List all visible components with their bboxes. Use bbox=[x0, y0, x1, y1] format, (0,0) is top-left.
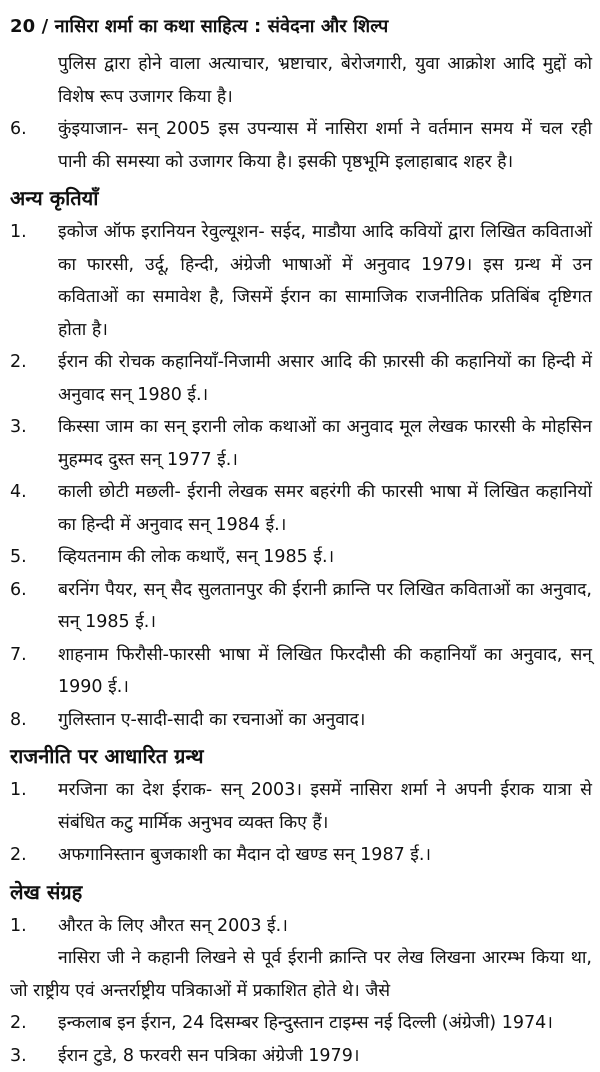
list-item-number: 1. bbox=[10, 910, 58, 943]
list-item-text: मरजिना का देश ईराक- सन् 2003। इसमें नासिरा शर्मा ने अपनी ईराक यात्रा से संबंधित कटु मार्मिक अनुभव व्यक्त किए हैं। bbox=[58, 774, 592, 839]
list-item-text: बरनिंग पैयर, सन् सैद सुलतानपुर की ईरानी क्रान्ति पर लिखित कविताओं का अनुवाद, सन् 1985 ई.। bbox=[58, 574, 592, 639]
list-item-number: 2. bbox=[10, 346, 58, 379]
list-item-number: 5. bbox=[10, 541, 58, 574]
list-item-text: अफगानिस्तान बुजकाशी का मैदान दो खण्ड सन् 1987 ई.। bbox=[58, 839, 592, 872]
list-item-text: किस्सा जाम का सन् इरानी लोक कथाओं का अनुवाद मूल लेखक फारसी के मोहसिन मुहम्मद दुस्त सन् 1977 ई.। bbox=[58, 411, 592, 476]
list-item bbox=[10, 346, 592, 411]
essays-note: नासिरा जी ने कहानी लिखने से पूर्व ईरानी क्रान्ति पर लेख लिखना आरम्भ किया था, जो राष्ट्रीय एवं अन्तर्राष्ट्रीय पत्रिकाओं में प्रकाशित होते थे। जैसे bbox=[10, 942, 592, 1007]
list-item bbox=[10, 113, 592, 178]
list-item bbox=[10, 411, 592, 476]
list-item-number: 4. bbox=[10, 476, 58, 509]
list-item bbox=[10, 839, 592, 872]
list-item-number: 8. bbox=[10, 704, 58, 737]
list-item-text: व्हियतनाम की लोक कथाएँ, सन् 1985 ई.। bbox=[58, 541, 592, 574]
section-heading-politics: राजनीति पर आधारित ग्रन्थ bbox=[10, 740, 592, 772]
list-item bbox=[10, 704, 592, 737]
running-head: 20 / नासिरा शर्मा का कथा साहित्य : संवेदना और शिल्प bbox=[10, 14, 592, 40]
list-item-text: ईरान की रोचक कहानियाँ-निजामी असार आदि की फ़ारसी की कहानियों का हिन्दी में अनुवाद सन् 1980 ई.। bbox=[58, 346, 592, 411]
list-item-number: 2. bbox=[10, 839, 58, 872]
list-item-number: 2. bbox=[10, 1007, 58, 1040]
list-item bbox=[10, 774, 592, 839]
list-item bbox=[10, 476, 592, 541]
list-item-text: काली छोटी मछली- ईरानी लेखक समर बहरंगी की फारसी भाषा में लिखित कहानियों का हिन्दी में अनुवाद सन् 1984 ई.। bbox=[58, 476, 592, 541]
intro-continuation: पुलिस द्वारा होने वाला अत्याचार, भ्रष्टाचार, बेरोजगारी, युवा आक्रोश आदि मुद्दों को विशेष रूप उजागर किया है। bbox=[10, 48, 592, 113]
list-item bbox=[10, 574, 592, 639]
list-item-text: औरत के लिए औरत सन् 2003 ई.। bbox=[58, 910, 592, 943]
list-item-text: ईरान टुडे, 8 फरवरी सन पत्रिका अंग्रेजी 1979। bbox=[58, 1040, 592, 1072]
list-item-number: 7. bbox=[10, 639, 58, 672]
list-item-text: इकोज ऑफ इरानियन रेवुल्यूशन- सईद, माडौया आदि कवियों द्वारा लिखित कविताओं का फारसी, उर्दू, हिन्दी, अंग्रेजी भाषाओं में अनुवाद 1979। इस ग्रन्थ में उन कविताओं का समावेश है, जिसमें ईरान का सामाजिक राजनीतिक प्रतिबिंब दृष्टिगत होता है। bbox=[58, 216, 592, 346]
list-item-number: 3. bbox=[10, 411, 58, 444]
list-item-number: 6. bbox=[10, 113, 58, 146]
list-item-number: 1. bbox=[10, 774, 58, 807]
list-item bbox=[10, 1007, 592, 1040]
list-item-number: 1. bbox=[10, 216, 58, 249]
list-item bbox=[10, 216, 592, 346]
section-heading-essays: लेख संग्रह bbox=[10, 876, 592, 908]
list-item-text: गुलिस्तान ए-सादी-सादी का रचनाओं का अनुवाद। bbox=[58, 704, 592, 737]
list-item-number: 6. bbox=[10, 574, 58, 607]
section-heading-other-works: अन्य कृतियाँ bbox=[10, 182, 592, 214]
list-item-text: शाहनाम फिरौसी-फारसी भाषा में लिखित फिरदौसी की कहानियाँ का अनुवाद, सन् 1990 ई.। bbox=[58, 639, 592, 704]
list-item bbox=[10, 541, 592, 574]
list-item-text: कुंइयाजान- सन् 2005 इस उपन्यास में नासिरा शर्मा ने वर्तमान समय में चल रही पानी की समस्या को उजागर किया है। इसकी पृष्ठभूमि इलाहाबाद शहर है। bbox=[58, 113, 592, 178]
list-item bbox=[10, 910, 592, 943]
list-item-text: इन्कलाब इन ईरान, 24 दिसम्बर हिन्दुस्तान टाइम्स नई दिल्ली (अंग्रेजी) 1974। bbox=[58, 1007, 592, 1040]
list-item bbox=[10, 639, 592, 704]
list-item-number: 3. bbox=[10, 1040, 58, 1072]
